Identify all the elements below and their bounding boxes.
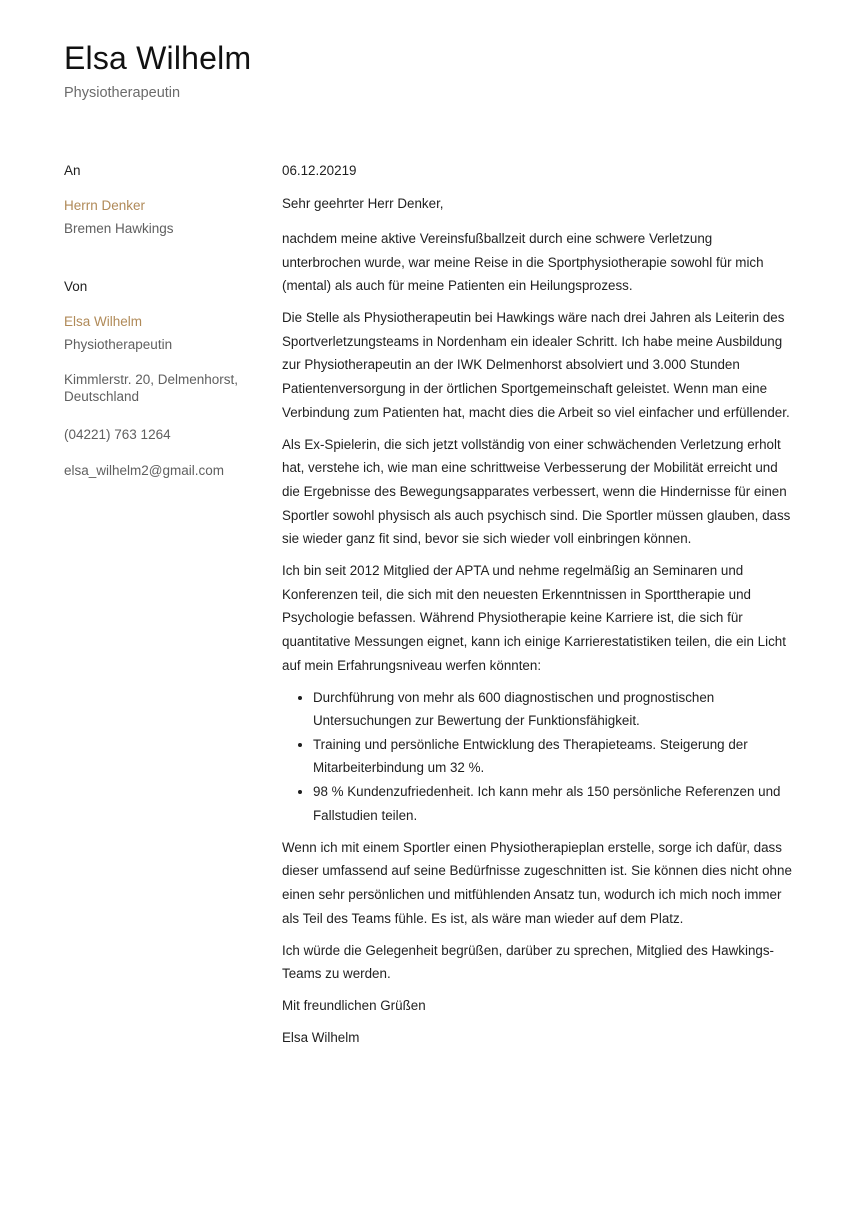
paragraph: Ich bin seit 2012 Mitglied der APTA und nehme regelmäßig an Seminaren und Konferenzen teil, die sich mit den neuesten Erkenntnissen in Sporttherapie und Psychologie befassen. Während Physiotherapie keine Karriere ist, die sich für quantitative Messungen eignet, kann ich einige Karrierestatistiken teilen, die ein Licht auf mein Erfahrungsniveau werfen könnten: xyxy=(282,563,786,673)
address-line-2: Deutschland xyxy=(64,389,140,404)
letter-date: 06.12.20219 xyxy=(282,163,357,178)
letter-closing: Mit freundlichen Grüßen xyxy=(282,998,426,1014)
recipient-company: Bremen Hawkings xyxy=(64,221,174,236)
sender-label: Von xyxy=(64,279,88,294)
list-item: • 98 % Kundenzufriedenheit. Ich kann mehr als 150 persönliche Referenzen und Fallstudien teilen. xyxy=(313,780,794,827)
letter-body xyxy=(282,162,794,1059)
letter-salutation: Sehr geehrter Herr Denker, xyxy=(282,196,444,211)
paragraph: Ich würde die Gelegenheit begrüßen, darüber zu sprechen, Mitglied des Hawkings-Teams zu werden. xyxy=(282,942,775,982)
list-item: • Durchführung von mehr als 600 diagnostischen und prognostischen Untersuchungen zur Bewertung der Funktionsfähigkeit. xyxy=(313,686,794,733)
paragraph: Als Ex-Spielerin, die sich jetzt vollständig von einer schwächenden Verletzung erholt hat, verstehe ich, wie man eine schrittweise Verbesserung der Mobilität erreicht und die Ergebnisse des Bewegungsapparates verbessert, wenn die Hindernisse für einen Sportler sowohl physisch als auch psychisch sind. Die Sportler müssen glauben, dass sie wieder ganz fit sind, bevor sie sich wieder voll einbringen können. xyxy=(282,436,791,547)
contact-column xyxy=(64,162,254,479)
sender-address xyxy=(64,371,254,405)
recipient-label: An xyxy=(64,163,81,178)
address-line-1: Kimmlerstr. 20, Delmenhorst, xyxy=(64,372,239,387)
applicant-name: Elsa Wilhelm xyxy=(64,40,252,76)
sender-phone: (04221) 763 1264 xyxy=(64,427,171,442)
letter-signature: Elsa Wilhelm xyxy=(282,1030,360,1046)
paragraph: Wenn ich mit einem Sportler einen Physiotherapieplan erstelle, sorge ich dafür, dass dieser umfassend auf seine Bedürfnisse zugeschnitten ist. Sie können dies nicht ohne einen sehr persönlichen und mitfühlenden Ansatz tun, wodurch ich mich noch immer als Teil des Teams fühle. Es ist, als wäre man wieder auf dem Platz. xyxy=(282,839,792,926)
recipient-name: Herrn Denker xyxy=(64,198,146,213)
sender-name: Elsa Wilhelm xyxy=(64,314,143,329)
list-item: • Training und persönliche Entwicklung des Therapieteams. Steigerung der Mitarbeiterbindung um 32 %. xyxy=(313,733,794,780)
achievement-list xyxy=(282,686,794,828)
sender-title: Physiotherapeutin xyxy=(64,337,173,352)
applicant-title: Physiotherapeutin xyxy=(64,85,181,101)
sender-email: elsa_wilhelm2@gmail.com xyxy=(64,463,225,478)
paragraph: Die Stelle als Physiotherapeutin bei Hawkings wäre nach drei Jahren als Leiterin des Sportverletzungsteams in Nordenham ein idealer Schritt. Ich habe meine Ausbildung zur Physiotherapeutin an der IWK Delmenhorst absolviert und 3.000 Stunden Patientenversorgung in der örtlichen Sportgemeinschaft geleistet. Wenn man eine Verbindung zum Patienten hat, macht dies die Arbeit so viel einfacher und erfüllender. xyxy=(282,310,790,420)
paragraph: nachdem meine aktive Vereinsfußballzeit durch eine schwere Verletzung unterbrochen wurde, war meine Reise in die Sportphysiotherapie sowohl für mich (mental) als auch für meine Patienten ein Heilungsprozess. xyxy=(282,231,764,294)
